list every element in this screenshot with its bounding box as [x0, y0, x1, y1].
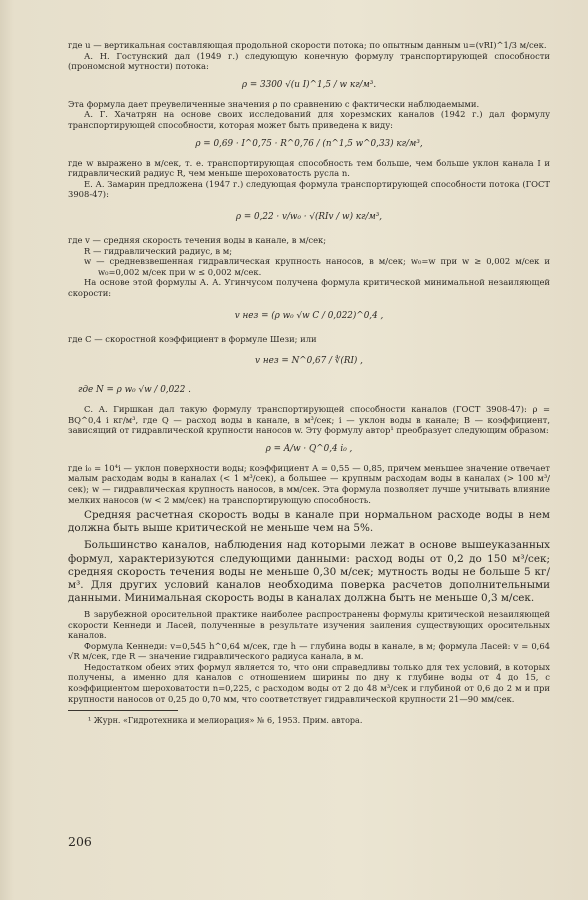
- paragraph: R — гидравлический радиус, в м;: [84, 245, 233, 256]
- paragraph-large: Средняя расчетная скорость воды в канале при нормальном расходе воды в нем должна быть выше критической не меньше чем на 5%.: [68, 509, 550, 535]
- paragraph: С. А. Гиршкан дал такую формулу транспортирующей способности каналов (ГОСТ 3908-47): ρ = BQ^0,4 i кг/м³, где Q — расход воды в канале, в м³/сек; i — уклон воды в канале; B — коэффициент, зависящий от гидравлической крупности наносов w. Эту формулу автор¹ преобразует следующим образом:: [68, 404, 550, 436]
- formula: v нез = N^0,67 / ∜(RI) ,: [255, 356, 363, 367]
- formula: где N = ρ w₀ √w / 0,022 .: [78, 385, 191, 396]
- formula: v нез = (ρ w₀ √w C / 0,022)^0,4 ,: [234, 310, 384, 321]
- paragraph: где v — средняя скорость течения воды в канале, в м/сек;: [68, 234, 327, 245]
- paragraph: где u — вертикальная составляющая продольной скорости потока; по опытным данным u=(vRI)^1/3 м/сек.: [68, 40, 547, 50]
- formula: ρ = 0,22 · v/w₀ · √(RIv / w) кг/м³,: [235, 211, 383, 222]
- paragraph: А. Н. Гостунский дал (1949 г.) следующую конечную формулу транспортирующей способности (прономсной мутности) потока:: [68, 50, 550, 72]
- paragraph: На основе этой формулы А. А. Угинчусом получена формула критической минимальной незаиляющей скорости:: [68, 277, 550, 298]
- paragraph: Е. А. Замарин предложена (1947 г.) следующая формула транспортирующей способности потока (ГОСТ 3908-47):: [68, 178, 550, 200]
- paragraph: В зарубежной оросительной практике наиболее распространены формулы критической незаиляющей скорости Кеннеди и Ласей, полученные в результате изучения заиления существующих оросительных каналов.: [68, 608, 550, 641]
- paragraph: где w выражено в м/сек, т. е. транспортирующая способность тем больше, чем больше уклон канала I и гидравлический радиус R, чем меньше шероховатость русла n.: [68, 157, 550, 179]
- formula: ρ = 0,69 · I^0,75 · R^0,76 / (n^1,5 w^0,33) кг/м³,: [195, 138, 423, 149]
- paragraph: где i₀ = 10⁴i — уклон поверхности воды; коэффициент A = 0,55 — 0,85, причем меньшее значение отвечает малым расходам воды в каналах (< 1 м³/сек), а большее — крупным расходам воды в каналах (> 100 м³/сек); w — гидравлическая крупность наносов, в мм/сек. Эта формула позволяет лучше учитывать влияние мелких наносов (w < 2 мм/сек) на транспортирующую способность.: [68, 462, 550, 505]
- footnote: ¹ Журн. «Гидротехника и мелиорация» № 6, 1953. Прим. автора.: [88, 716, 363, 726]
- paragraph: Недостатком обеих этих формул является то, что они справедливы только для тех условий, в которых получены, а именно для каналов с отношением ширины по дну к глубине воды от 4 до 15, с коэффициентом шероховатости n=0,225, с расходом воды от 2 до 48 м³/сек и глубиной от 0,6 до 2 м и при крупности наносов от 0,25 до 0,70 мм, что соответствует гидравлической крупности 21—90 мм/сек.: [68, 661, 550, 704]
- paragraph-large: Большинство каналов, наблюдения над которыми лежат в основе вышеуказанных формул, характеризуются следующими данными: расход воды от 0,2 до 150 м³/сек; средняя скорость течения воды не меньше 0,30 м/сек; мутность воды не больше 5 кг/м³. Для других условий каналов необходима поверка расчетов дополнительными данными. Минимальная скорость воды в каналах должна быть не меньше 0,3 м/сек.: [68, 539, 550, 604]
- paragraph: Эта формула дает преувеличенные значения ρ по сравнению с фактически наблюдаемыми.: [68, 98, 480, 109]
- formula: ρ = A/w · Q^0,4 i₀ ,: [265, 443, 353, 454]
- page-number: 206: [68, 834, 92, 849]
- footnote-rule: [68, 710, 178, 711]
- paragraph: Формула Кеннеди: v=0,545 h^0,64 м/сек, где h — глубина воды в канале, в м; формула Ласей: v = 0,64 √R м/сек, где R — значение гидравлического радиуса канала, в м.: [68, 640, 550, 662]
- paragraph: А. Г. Хачатрян на основе своих исследований для хорезмских каналов (1942 г.) дал формулу транспортирующей способности, которая может быть приведена к виду:: [68, 109, 550, 130]
- paragraph: где C — скоростной коэффициент в формуле Шези; или: [68, 333, 317, 344]
- paragraph: w — средневзвешенная гидравлическая крупность наносов, в м/сек; w₀=w при w ≥ 0,002 м/сек и w₀=0,002 м/сек при w ≤ 0,002 м/сек.: [84, 256, 550, 277]
- formula: ρ = 3300 √(u I)^1,5 / w кг/м³.: [241, 79, 377, 90]
